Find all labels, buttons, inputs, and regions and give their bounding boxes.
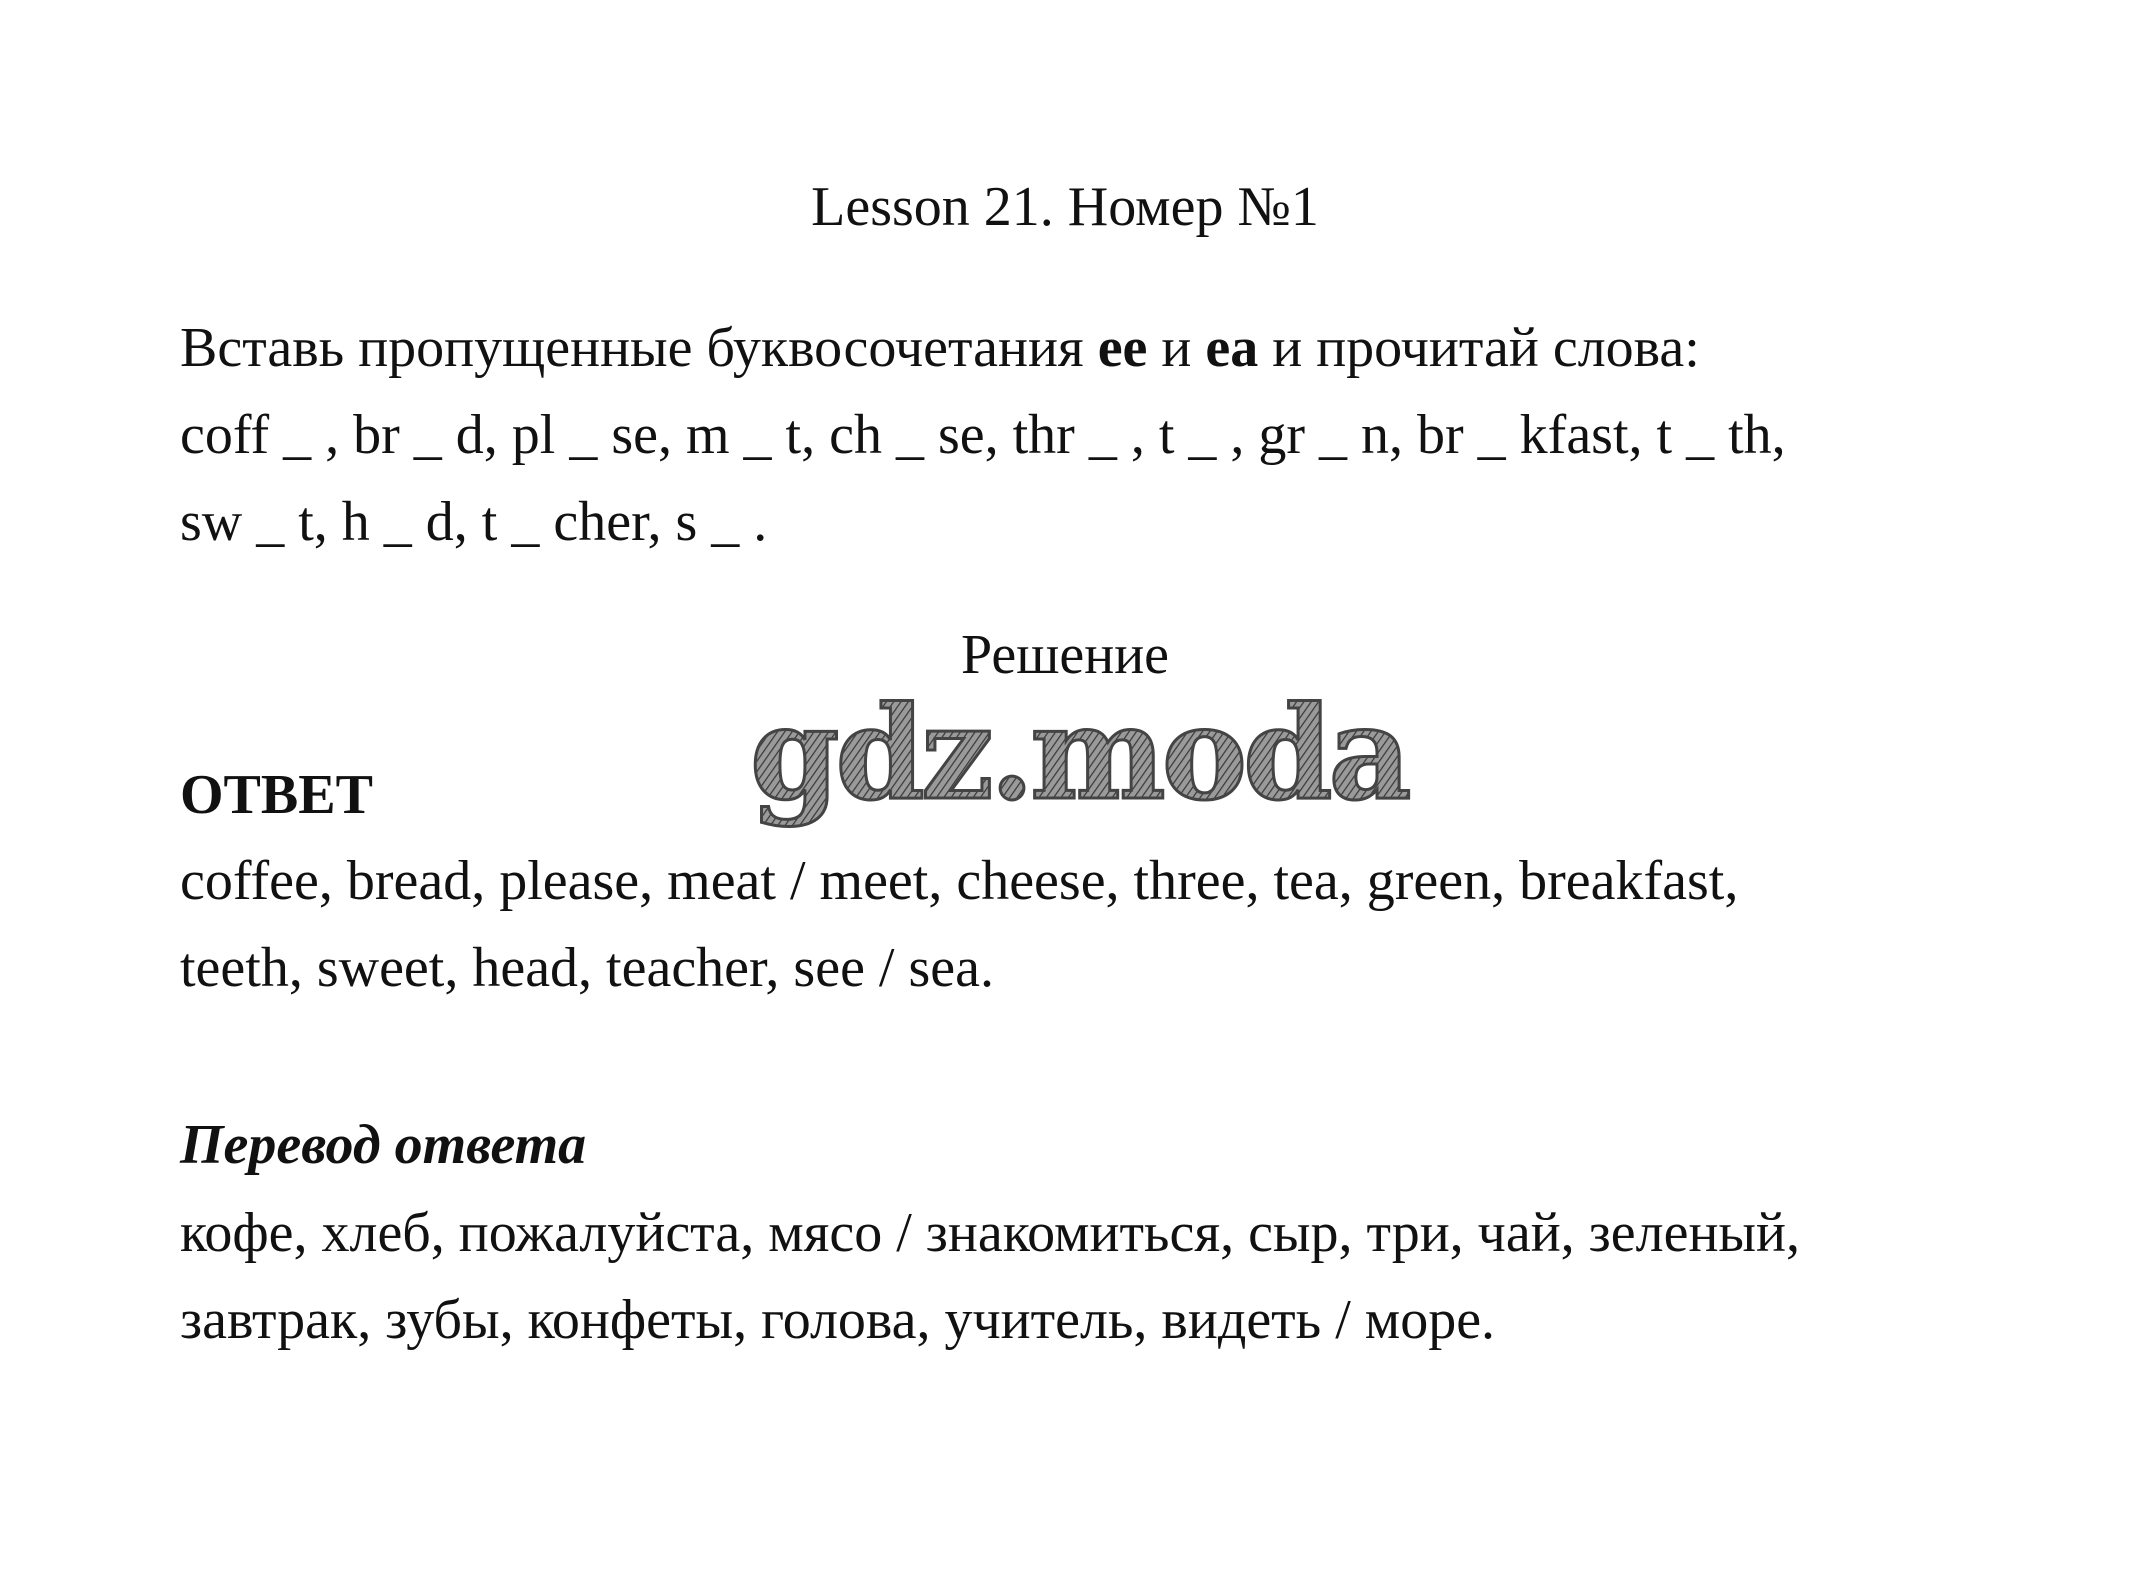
task-suffix: и прочитай слова: <box>1258 317 1700 379</box>
page-title: Lesson 21. Номер №1 <box>811 176 1319 238</box>
translation-heading: Перевод ответа <box>180 1114 587 1176</box>
task-prefix: Вставь пропущенные буквосочетания <box>180 317 1098 379</box>
task-words-line-2: sw _ t, h _ d, t _ cher, s _ . <box>180 491 768 553</box>
task-block <box>180 305 2040 566</box>
task-words-line-1: coff _ , br _ d, pl _ se, m _ t, ch _ se, thr _ , t _ , gr _ n, br _ kfast, t _ th, <box>180 404 1786 466</box>
watermark-text: gdz.moda <box>750 679 1408 829</box>
task-middle: и <box>1147 317 1206 379</box>
answer-line-2: teeth, sweet, head, teacher, see / sea. <box>180 937 994 999</box>
watermark-logo <box>740 679 1408 840</box>
translation-block <box>180 1190 2040 1364</box>
answer-line-1: coffee, bread, please, meat / meet, cheese, three, tea, green, breakfast, <box>180 850 1739 912</box>
solution-label: Решение <box>960 624 1170 686</box>
task-instruction <box>180 305 2040 392</box>
translation-line-1: кофе, хлеб, пожалуйста, мясо / знакомиться, сыр, три, чай, зеленый, <box>180 1202 1801 1264</box>
answer-heading: ОТВЕТ <box>180 764 373 826</box>
answer-block <box>180 838 2040 1012</box>
task-bold-ea: ea <box>1205 317 1259 379</box>
task-bold-ee: ee <box>1097 317 1148 379</box>
translation-line-2: завтрак, зубы, конфеты, голова, учитель, видеть / море. <box>180 1289 1496 1351</box>
